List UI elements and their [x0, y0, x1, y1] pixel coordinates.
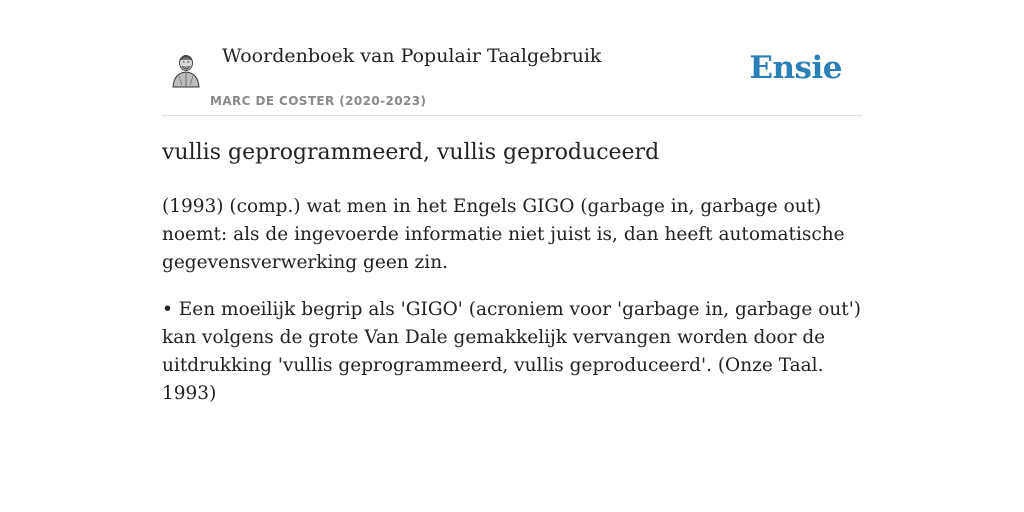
entry-definition: (1993) (comp.) wat men in het Engels GIGO (garbage in, garbage out) noemt: als de ingevoerde informatie niet juist is, dan heeft automatische gegevensverwerking geen zin.: [162, 196, 845, 273]
author-portrait-icon[interactable]: [170, 52, 202, 88]
dictionary-header: [162, 0, 862, 116]
entry-example: • Een moeilijk begrip als 'GIGO' (acroniem voor 'garbage in, garbage out') kan volgens de grote Van Dale gemakkelijk vervangen worden door de uitdrukking 'vullis geprogrammeerd, vullis geproduceerd'. (Onze Taal. 1993): [162, 299, 861, 404]
author-name: MARC DE COSTER (2020-2023): [210, 94, 427, 108]
ensie-logo[interactable]: Ensie: [749, 50, 842, 86]
dictionary-title[interactable]: Woordenboek van Populair Taalgebruik: [222, 45, 602, 67]
page-container: [162, 0, 862, 404]
entry-headword: vullis geprogrammeerd, vullis geproduceerd: [162, 140, 660, 165]
